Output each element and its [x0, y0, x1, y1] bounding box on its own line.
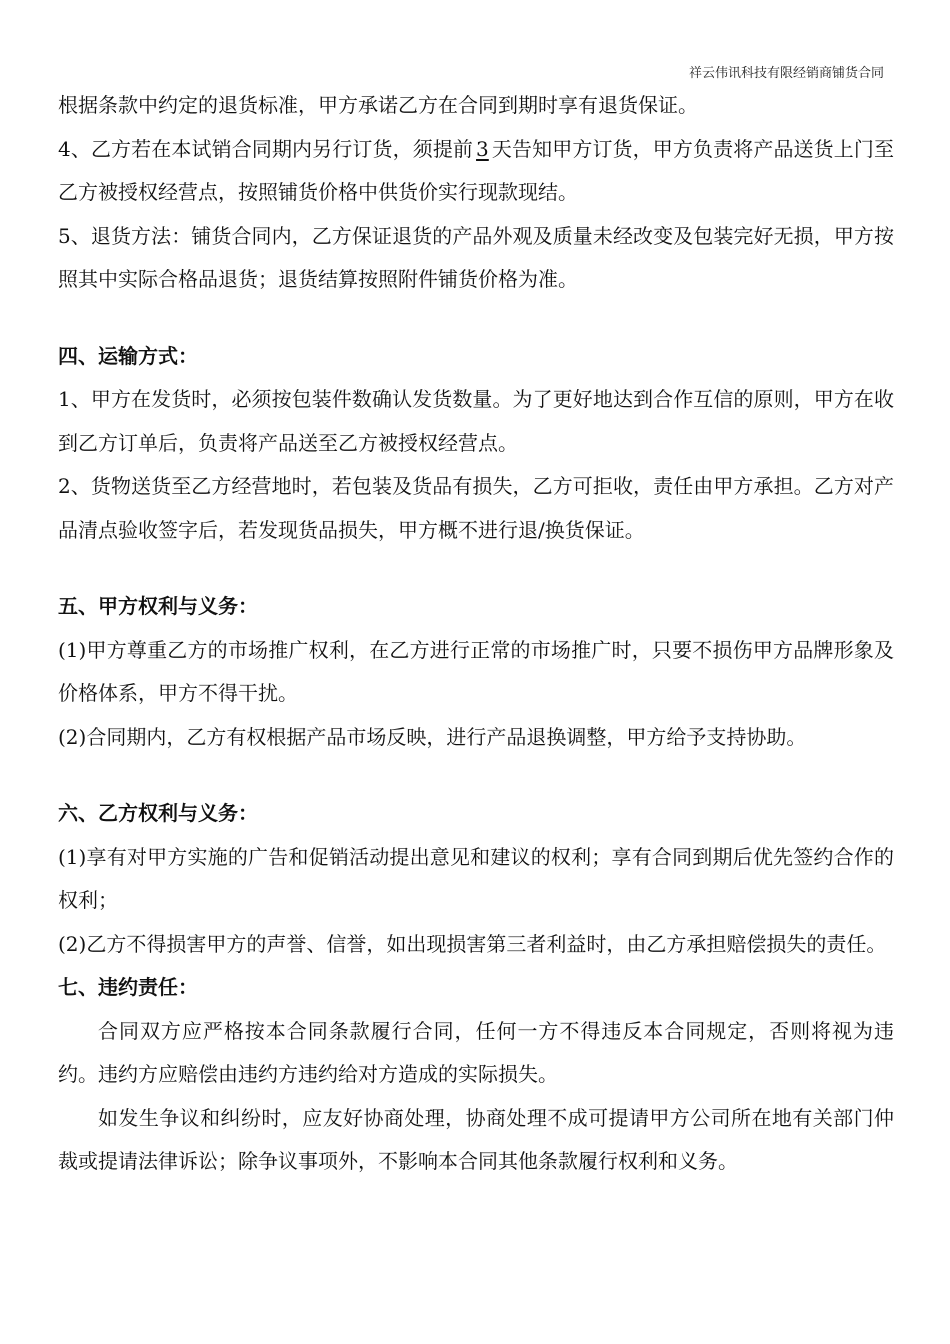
section-5-clause-2: (2)合同期内，乙方有权根据产品市场反映，进行产品退换调整，甲方给予支持协助。	[58, 724, 807, 749]
section-4-clause-1: 1、甲方在发货时，必须按包装件数确认发货数量。为了更好地达到合作互信的原则，甲方在收到乙方订单后，负责将产品送至乙方被授权经营点。	[58, 387, 894, 455]
clause-4-text-after: 天告知甲方订货，甲方负责将产品送货上门至乙方被授权经营点，按照铺货价格中供货价实行现款现结。	[58, 136, 894, 204]
section-5-heading: 五、甲方权利与义务：	[58, 594, 258, 618]
section-6-heading: 六、乙方权利与义务：	[58, 801, 258, 825]
clause-4-text-before: 4、乙方若在本试销合同期内另行订货，须提前	[58, 136, 474, 161]
section-7-paragraph-1: 合同双方应严格按本合同条款履行合同，任何一方不得违反本合同规定，否则将视为违约。违约方应赔偿由违约方违约给对方造成的实际损失。	[58, 1018, 894, 1086]
section-5-clause-1: (1)甲方尊重乙方的市场推广权利，在乙方进行正常的市场推广时，只要不损伤甲方品牌形象及价格体系，甲方不得干扰。	[58, 637, 894, 705]
section-7-paragraph-2: 如发生争议和纠纷时，应友好协商处理，协商处理不成可提请甲方公司所在地有关部门仲裁或提请法律诉讼；除争议事项外，不影响本合同其他条款履行权利和义务。	[58, 1105, 894, 1173]
section-6-clause-2: (2)乙方不得损害甲方的声誉、信誉，如出现损害第三者利益时，由乙方承担赔偿损失的责任。	[58, 931, 887, 956]
section-4-heading: 四、运输方式：	[58, 343, 198, 368]
contract-body	[58, 84, 894, 1184]
clause-4-reorder	[58, 128, 894, 215]
section-7-heading: 七、违约责任：	[58, 975, 198, 999]
section-6-clause-1: (1)享有对甲方实施的广告和促销活动提出意见和建议的权利；享有合同到期后优先签约合作的权利；	[58, 844, 894, 912]
section-4-clause-2: 2、货物送货至乙方经营地时，若包装及货品有损失，乙方可拒收，责任由甲方承担。乙方对产品清点验收签字后，若发现货品损失，甲方概不进行退/换货保证。	[58, 474, 894, 542]
return-guarantee-line: 根据条款中约定的退货标准，甲方承诺乙方在合同到期时享有退货保证。	[58, 93, 698, 117]
clause-5-return-method: 5、退货方法：铺货合同内，乙方保证退货的产品外观及质量未经改变及包装完好无损，甲方按照其中实际合格品退货；退货结算按照附件铺货价格为准。	[58, 223, 894, 291]
clause-4-days-value: 3	[476, 136, 489, 161]
document-header-title: 祥云伟讯科技有限经销商铺货合同	[688, 66, 884, 81]
